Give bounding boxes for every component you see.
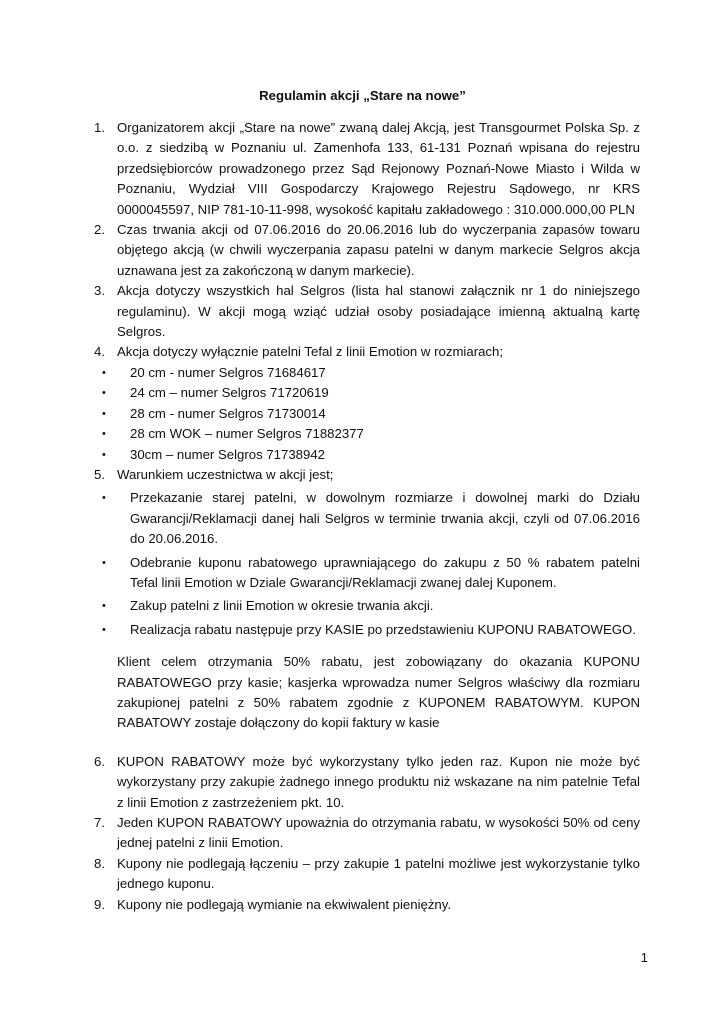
bullet-text: Odebranie kuponu rabatowego uprawniającego do zakupu z 50 % rabatem patelni Tefal linii Emotion w Dziale Gwarancji/Reklamacji zwanej dalej Kuponem. xyxy=(130,554,640,590)
bullet-icon: • xyxy=(102,407,106,420)
item-text: Jeden KUPON RABATOWY upoważnia do otrzymania rabatu, w wysokości 50% od ceny jednej patelni z linii Emotion. xyxy=(117,815,640,851)
bullet-item xyxy=(102,424,640,444)
list-item-3 xyxy=(94,281,640,342)
item-text: Organizatorem akcji „Stare na nowe” zwaną dalej Akcją, jest Transgourmet Polska Sp. z o.o. z siedzibą w Poznaniu ul. Zamenhofa 133, 61-131 Poznań wpisana do rejestru przedsiębiorców prowadzonego przez Sąd Rejonowy Poznań-Nowe Miasto i Wilda w Poznaniu, Wydział VIII Gospodarczy Krajowego Rejestru Sądowego, nr KRS 0000045597, NIP 781-10-11-998, wysokość kapitału zakładowego : 310.000.000,00 PLN xyxy=(117,120,640,217)
bullet-text: Zakup patelni z linii Emotion w okresie trwania akcji. xyxy=(130,598,434,614)
note-paragraph: Klient celem otrzymania 50% rabatu, jest zobowiązany do okazania KUPONU RABATOWEGO przy kasie; kasjerka wprowadza numer Selgros właściwy dla rozmiaru zakupionej patelni z 50% rabatem zgodnie z KUPONEM RABATOWYM. KUPON RABATOWY zostaje dołączony do kopii faktury w kasie xyxy=(117,654,640,731)
item-number: 8. xyxy=(94,855,105,871)
list-item-9 xyxy=(94,895,640,915)
list-item-8 xyxy=(94,854,640,895)
item-text: KUPON RABATOWY może być wykorzystany tylko jeden raz. Kupon nie może być wykorzystany przy zakupie żadnego innego produktu niż wskazane na nim patelnie Tefal z linii Emotion z zastrzeżeniem pkt. 10. xyxy=(117,753,640,810)
item-number: 6. xyxy=(94,753,105,769)
bullet-text: 28 cm - numer Selgros 71730014 xyxy=(130,405,326,421)
item-number: 5. xyxy=(94,466,105,482)
bullet-icon: • xyxy=(102,556,106,569)
document-title: Regulamin akcji „Stare na nowe” xyxy=(259,88,466,103)
bullet-item xyxy=(102,596,640,616)
item-text: Warunkiem uczestnictwa w akcji jest; xyxy=(117,466,334,482)
page-number: 1 xyxy=(640,950,648,965)
list-item-2 xyxy=(94,220,640,281)
item-number: 2. xyxy=(94,222,105,238)
item-number: 1. xyxy=(94,120,105,135)
bullet-item xyxy=(102,488,640,549)
bullet-icon: • xyxy=(102,623,106,636)
item-number: 4. xyxy=(94,344,105,360)
bullet-text: 20 cm - numer Selgros 71684617 xyxy=(130,364,326,380)
bullet-item xyxy=(102,383,640,403)
item-text: Kupony nie podlegają łączeniu – przy zakupie 1 patelni możliwe jest wykorzystanie tylko jednego kuponu. xyxy=(117,855,640,892)
bullet-item xyxy=(102,620,640,640)
bullet-item xyxy=(102,445,640,465)
item-text: Czas trwania akcji od 07.06.2016 do 20.06.2016 lub do wyczerpania zapasów towaru objętego akcją (w chwili wyczerpania zapasu patelni w danym markecie Selgros akcja uznawana jest za zakończoną w danym markecie). xyxy=(117,222,640,278)
item-number: 7. xyxy=(94,815,105,830)
bullet-icon: • xyxy=(102,366,106,379)
item-text: Akcja dotyczy wszystkich hal Selgros (lista hal stanowi załącznik nr 1 do niniejszego regulaminu). W akcji mogą wziąć udział osoby posiadające imienną aktualną kartę Selgros. xyxy=(117,283,640,340)
bullet-item xyxy=(102,404,640,424)
bullet-icon: • xyxy=(102,492,106,505)
item-text: Kupony nie podlegają wymianie na ekwiwalent pieniężny. xyxy=(117,896,452,912)
bullet-item xyxy=(102,363,640,383)
item-number: 9. xyxy=(94,896,105,912)
bullet-text: 28 cm WOK – numer Selgros 71882377 xyxy=(130,426,364,442)
bullet-icon: • xyxy=(102,600,106,613)
regulation-list xyxy=(94,118,640,915)
list-item-5 xyxy=(94,465,640,734)
list-item-7 xyxy=(94,813,640,854)
bullet-text: 24 cm – numer Selgros 71720619 xyxy=(130,385,329,401)
list-item-4 xyxy=(94,342,640,464)
list-item-1 xyxy=(94,118,640,220)
bullet-icon: • xyxy=(102,387,106,400)
list-item-6 xyxy=(94,752,640,813)
bullet-text: 30cm – numer Selgros 71738942 xyxy=(130,446,326,462)
bullet-icon: • xyxy=(102,448,106,461)
bullet-item xyxy=(102,553,640,594)
bullet-text: Przekazanie starej patelni, w dowolnym rozmiarze i dowolnej marki do Działu Gwarancji/Reklamacji danej hali Selgros w terminie trwania akcji, czyli od 07.06.2016 do 20.06.2016. xyxy=(130,490,640,547)
item-number: 3. xyxy=(94,283,105,299)
bullet-text: Realizacja rabatu następuje przy KASIE po przedstawieniu KUPONU RABATOWEGO. xyxy=(130,621,636,637)
item-text: Akcja dotyczy wyłącznie patelni Tefal z linii Emotion w rozmiarach; xyxy=(117,344,504,360)
section-spacer xyxy=(117,734,640,752)
bullet-icon: • xyxy=(102,428,106,441)
